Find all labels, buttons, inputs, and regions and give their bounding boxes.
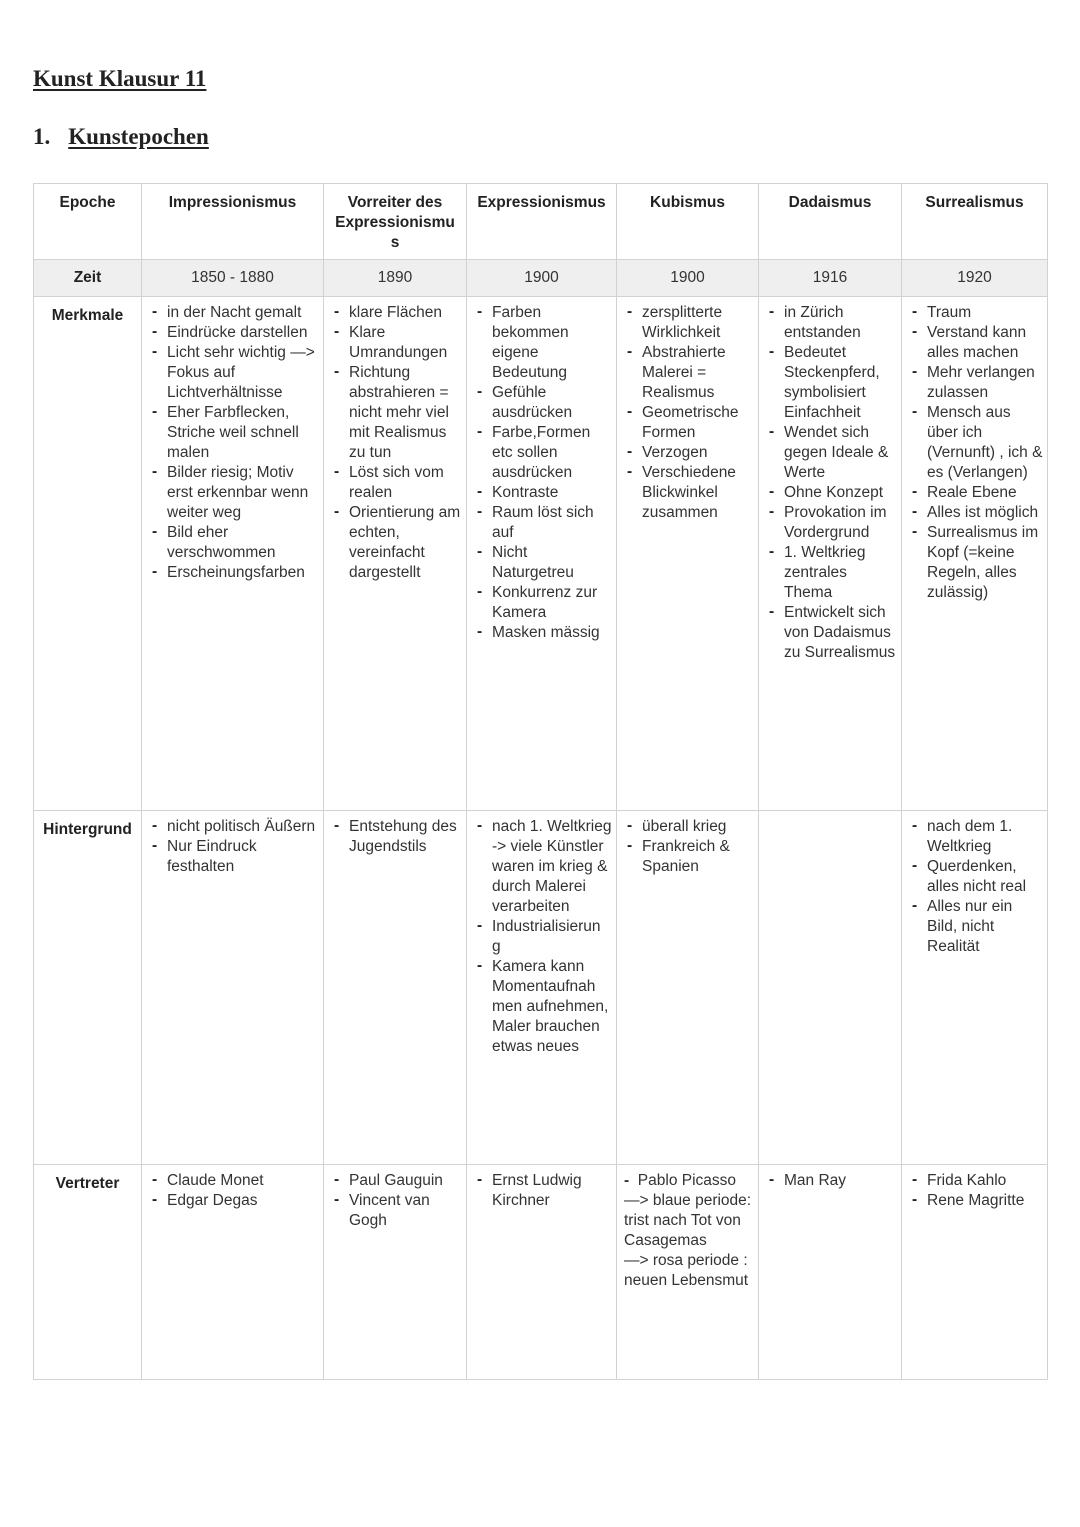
hintergrund-cell [467, 811, 617, 1165]
vertreter-cell [617, 1165, 759, 1380]
vertreter-cell [902, 1165, 1048, 1380]
vertreter-list [324, 1171, 466, 1231]
list-item: - Kamera kann Momentaufnah men aufnehmen, Maler brauchen etwas neues [492, 957, 612, 1057]
list-item: - Industrialisierun g [492, 917, 612, 957]
column-header: Kubismus [617, 184, 759, 260]
row-header-hintergrund: Hintergrund [34, 811, 142, 1165]
list-item: - nach 1. Weltkrieg -> viele Künstler waren im krieg & durch Malerei verarbeiten [492, 817, 612, 917]
zeit-cell: 1850 - 1880 [142, 260, 324, 297]
list-item: - überall krieg [642, 817, 754, 837]
list-item: - Ohne Konzept [784, 483, 897, 503]
hintergrund-cell [324, 811, 467, 1165]
list-item: - Eindrücke darstellen [167, 323, 319, 343]
column-header: Vorreiter des Expressionismu s [324, 184, 467, 260]
list-item: - Bilder riesig; Motiv erst erkennbar wenn weiter weg [167, 463, 319, 523]
row-header-vertreter: Vertreter [34, 1165, 142, 1380]
zeit-cell: 1900 [617, 260, 759, 297]
list-item: - Alles nur ein Bild, nicht Realität [927, 897, 1043, 957]
zeit-cell: 1890 [324, 260, 467, 297]
hintergrund-row [34, 811, 1048, 1165]
hintergrund-cell [617, 811, 759, 1165]
list-item: - Raum löst sich auf [492, 503, 612, 543]
vertreter-list [902, 1171, 1047, 1211]
vertreter-kubismus-text [617, 1171, 758, 1291]
list-item: - in Zürich entstanden [784, 303, 897, 343]
list-item: - nicht politisch Äußern [167, 817, 319, 837]
row-header-zeit: Zeit [34, 260, 142, 297]
hintergrund-list [902, 817, 1047, 957]
list-item: - Claude Monet [167, 1171, 319, 1191]
list-item: - Mehr verlangen zulassen [927, 363, 1043, 403]
list-item: - Gefühle ausdrücken [492, 383, 612, 423]
list-item: - Alles ist möglich [927, 503, 1043, 523]
zeit-cell: 1900 [467, 260, 617, 297]
merkmale-row [34, 297, 1048, 811]
list-item: - Frida Kahlo [927, 1171, 1043, 1191]
list-item: - 1. Weltkrieg zentrales Thema [784, 543, 897, 603]
epochs-table [33, 183, 1048, 1380]
list-item: - Traum [927, 303, 1043, 323]
list-item: - klare Flächen [349, 303, 462, 323]
vertreter-line: —> rosa periode : neuen Lebensmut [624, 1252, 749, 1289]
list-item: - Surrealismus im Kopf (=keine Regeln, alles zulässig) [927, 523, 1043, 603]
zeit-cell: 1920 [902, 260, 1048, 297]
merkmale-list [617, 303, 758, 523]
list-item: - Reale Ebene [927, 483, 1043, 503]
header-row [34, 184, 1048, 260]
list-item: - Löst sich vom realen [349, 463, 462, 503]
corner-header: Epoche [34, 184, 142, 260]
list-item: - Querdenken, alles nicht real [927, 857, 1043, 897]
zeit-row [34, 260, 1048, 297]
hintergrund-list [617, 817, 758, 877]
merkmale-list [467, 303, 616, 643]
list-item: - Ernst Ludwig Kirchner [492, 1171, 612, 1211]
section-heading [33, 124, 209, 150]
vertreter-cell [324, 1165, 467, 1380]
vertreter-list [759, 1171, 901, 1191]
merkmale-cell [324, 297, 467, 811]
list-item: - Verzogen [642, 443, 754, 463]
list-item: - Farben bekommen eigene Bedeutung [492, 303, 612, 383]
list-item: - Orientierung am echten, vereinfacht dargestellt [349, 503, 462, 583]
list-item: - Mensch aus über ich (Vernunft) , ich & es (Verlangen) [927, 403, 1043, 483]
row-header-merkmale: Merkmale [34, 297, 142, 811]
list-item: - Konkurrenz zur Kamera [492, 583, 612, 623]
merkmale-list [902, 303, 1047, 603]
column-header: Expressionismus [467, 184, 617, 260]
column-header: Surrealismus [902, 184, 1048, 260]
list-item: - Kontraste [492, 483, 612, 503]
list-item: - Provokation im Vordergrund [784, 503, 897, 543]
section-number: 1. [33, 124, 51, 149]
hintergrund-cell [759, 811, 902, 1165]
list-item: - Masken mässig [492, 623, 612, 643]
list-item: - Richtung abstrahieren = nicht mehr viel mit Realismus zu tun [349, 363, 462, 463]
vertreter-list [142, 1171, 323, 1211]
hintergrund-cell [902, 811, 1048, 1165]
list-item: - Nicht Naturgetreu [492, 543, 612, 583]
merkmale-cell [142, 297, 324, 811]
list-item: - Vincent van Gogh [349, 1191, 462, 1231]
merkmale-cell [467, 297, 617, 811]
merkmale-list [324, 303, 466, 583]
list-item: - Edgar Degas [167, 1191, 319, 1211]
vertreter-line: - Pablo Picasso [624, 1172, 737, 1189]
list-item: - Nur Eindruck festhalten [167, 837, 319, 877]
list-item: - Eher Farbflecken, Striche weil schnell malen [167, 403, 319, 463]
list-item: - Wendet sich gegen Ideale & Werte [784, 423, 897, 483]
list-item: - Paul Gauguin [349, 1171, 462, 1191]
hintergrund-list [467, 817, 616, 1057]
vertreter-row [34, 1165, 1048, 1380]
hintergrund-cell [142, 811, 324, 1165]
list-item: - Entstehung des Jugendstils [349, 817, 462, 857]
list-item: - Farbe,Formen etc sollen ausdrücken [492, 423, 612, 483]
list-item: - Verstand kann alles machen [927, 323, 1043, 363]
list-item: - Licht sehr wichtig —> Fokus auf Lichtverhältnisse [167, 343, 319, 403]
list-item: - Geometrische Formen [642, 403, 754, 443]
merkmale-cell [902, 297, 1048, 811]
list-item: - Klare Umrandungen [349, 323, 462, 363]
vertreter-cell [142, 1165, 324, 1380]
column-header: Impressionismus [142, 184, 324, 260]
hintergrund-list [142, 817, 323, 877]
list-item: - Entwickelt sich von Dadaismus zu Surrealismus [784, 603, 897, 663]
vertreter-cell [467, 1165, 617, 1380]
list-item: - Bedeutet Steckenpferd, symbolisiert Einfachheit [784, 343, 897, 423]
list-item: - Frankreich & Spanien [642, 837, 754, 877]
hintergrund-list [324, 817, 466, 857]
vertreter-cell [759, 1165, 902, 1380]
list-item: - Abstrahierte Malerei = Realismus [642, 343, 754, 403]
list-item: - Man Ray [784, 1171, 897, 1191]
section-title: Kunstepochen [68, 124, 209, 149]
list-item: - zersplitterte Wirklichkeit [642, 303, 754, 343]
vertreter-list [467, 1171, 616, 1211]
list-item: - Erscheinungsfarben [167, 563, 319, 583]
list-item: - nach dem 1. Weltkrieg [927, 817, 1043, 857]
merkmale-list [142, 303, 323, 583]
vertreter-line: —> blaue periode: trist nach Tot von Casagemas [624, 1192, 752, 1249]
zeit-cell: 1916 [759, 260, 902, 297]
list-item: - Bild eher verschwommen [167, 523, 319, 563]
column-header: Dadaismus [759, 184, 902, 260]
merkmale-list [759, 303, 901, 663]
list-item: - Verschiedene Blickwinkel zusammen [642, 463, 754, 523]
list-item: - Rene Magritte [927, 1191, 1043, 1211]
merkmale-cell [617, 297, 759, 811]
document-title: Kunst Klausur 11 [33, 66, 207, 91]
merkmale-cell [759, 297, 902, 811]
list-item: - in der Nacht gemalt [167, 303, 319, 323]
